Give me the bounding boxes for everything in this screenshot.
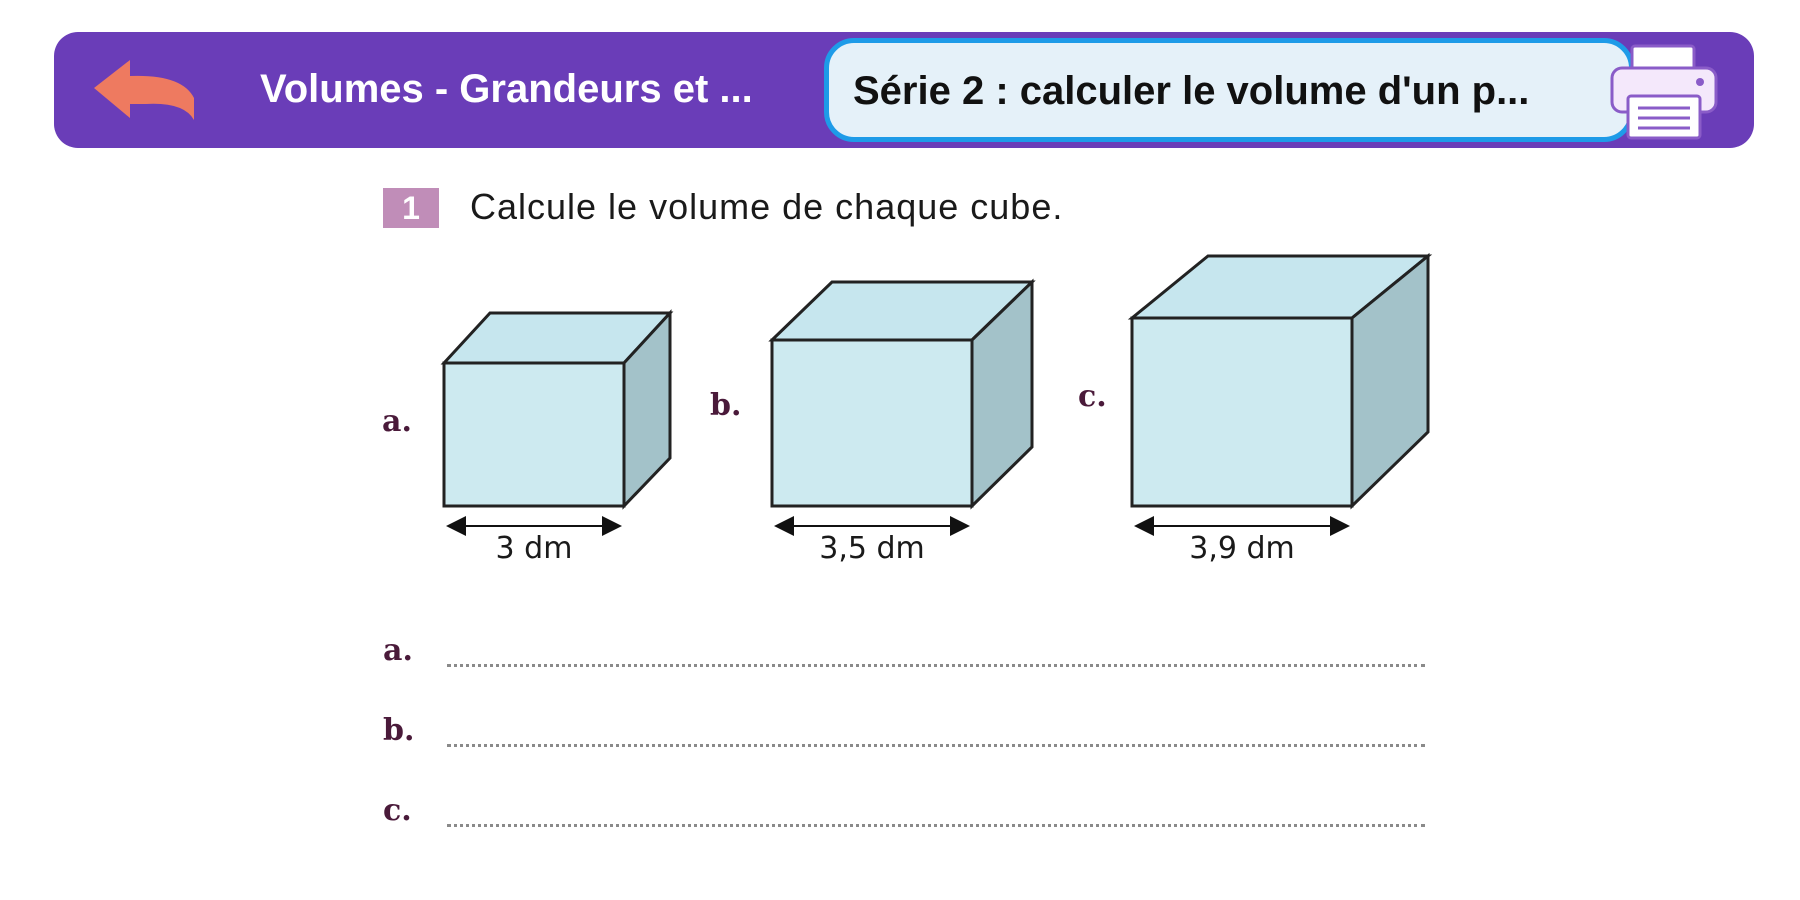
top-bar — [54, 32, 1754, 148]
print-button[interactable] — [1604, 42, 1724, 142]
cube-c-label: c. — [1078, 379, 1107, 414]
printer-icon — [1604, 42, 1724, 142]
breadcrumb-title[interactable]: Volumes - Grandeurs et ... — [260, 67, 753, 111]
cube-a-label: a. — [382, 404, 412, 439]
dotted-line — [447, 824, 1425, 827]
cube-c — [1132, 256, 1428, 526]
answer-label: c. — [383, 793, 412, 828]
cube-a-dimension: 3 dm — [495, 531, 573, 566]
answer-line-c[interactable] — [383, 786, 1433, 836]
answer-label: a. — [383, 633, 413, 668]
series-title: Série 2 : calculer le volume d'un p... — [853, 69, 1530, 113]
dotted-line — [447, 744, 1425, 747]
exercise-number-badge: 1 — [383, 188, 439, 228]
cube-a — [444, 313, 670, 526]
cube-c-dimension: 3,9 dm — [1189, 531, 1295, 566]
answer-label: b. — [383, 713, 415, 748]
exercise-instruction: Calcule le volume de chaque cube. — [470, 186, 1064, 227]
back-button[interactable] — [90, 56, 200, 126]
answer-line-b[interactable] — [383, 706, 1433, 756]
dotted-line — [447, 664, 1425, 667]
series-tab[interactable] — [824, 38, 1634, 142]
cube-b-label: b. — [710, 388, 742, 423]
cube-b-dimension: 3,5 dm — [819, 531, 925, 566]
cubes-figure — [370, 240, 1450, 580]
cube-b — [772, 282, 1032, 526]
back-arrow-icon — [90, 56, 200, 126]
answer-line-a[interactable] — [383, 626, 1433, 676]
